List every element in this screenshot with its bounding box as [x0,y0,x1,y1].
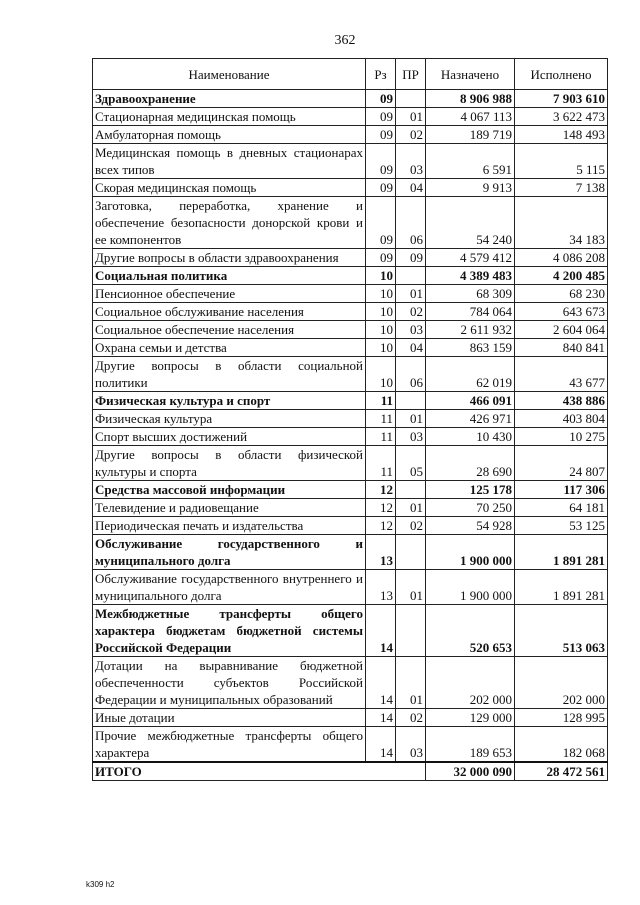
row-assigned: 6 591 [426,144,515,179]
table-body [93,90,608,763]
row-name: Пенсионное обеспечение [93,285,366,303]
row-pr: 01 [396,108,426,126]
row-executed: 117 306 [515,481,608,499]
row-assigned: 10 430 [426,428,515,446]
row-name: Другие вопросы в области социальной политики [93,357,366,392]
row-executed: 7 138 [515,179,608,197]
footer-code: k309 h2 [86,880,115,889]
header-rz: Рз [366,59,396,90]
row-pr [396,605,426,657]
row-rz: 11 [366,446,396,481]
row-name: Заготовка, переработка, хранение и обеспечение безопасности донорской крови и ее компонентов [93,197,366,249]
row-pr: 02 [396,517,426,535]
row-executed: 4 200 485 [515,267,608,285]
row-assigned: 4 067 113 [426,108,515,126]
row-name: Физическая культура и спорт [93,392,366,410]
row-assigned: 1 900 000 [426,570,515,605]
table-row [93,108,608,126]
row-assigned: 2 611 932 [426,321,515,339]
row-name: Здравоохранение [93,90,366,108]
row-name: Обслуживание государственного и муниципального долга [93,535,366,570]
row-rz: 09 [366,179,396,197]
budget-table [92,58,608,781]
row-assigned: 189 719 [426,126,515,144]
table-row [93,357,608,392]
row-pr: 06 [396,197,426,249]
row-name: Охрана семьи и детства [93,339,366,357]
row-assigned: 28 690 [426,446,515,481]
row-pr: 01 [396,410,426,428]
row-name: Медицинская помощь в дневных стационарах всех типов [93,144,366,179]
row-name: Средства массовой информации [93,481,366,499]
row-pr [396,267,426,285]
row-rz: 09 [366,249,396,267]
row-executed: 5 115 [515,144,608,179]
table-row [93,499,608,517]
row-name: Другие вопросы в области физической культуры и спорта [93,446,366,481]
table-row [93,144,608,179]
section-row [93,392,608,410]
row-pr: 02 [396,709,426,727]
row-rz: 10 [366,339,396,357]
row-pr: 04 [396,339,426,357]
table-row [93,446,608,481]
row-assigned: 70 250 [426,499,515,517]
row-rz: 09 [366,144,396,179]
row-assigned: 202 000 [426,657,515,709]
row-executed: 34 183 [515,197,608,249]
row-assigned: 1 900 000 [426,535,515,570]
table-header-row [93,59,608,90]
row-name: Амбулаторная помощь [93,126,366,144]
row-name: Периодическая печать и издательства [93,517,366,535]
row-rz: 09 [366,126,396,144]
row-rz: 10 [366,321,396,339]
row-rz: 14 [366,727,396,763]
row-assigned: 68 309 [426,285,515,303]
row-pr: 01 [396,285,426,303]
row-pr: 04 [396,179,426,197]
row-assigned: 129 000 [426,709,515,727]
table-row [93,428,608,446]
row-assigned: 54 240 [426,197,515,249]
row-name: Другие вопросы в области здравоохранения [93,249,366,267]
row-pr: 03 [396,727,426,763]
row-assigned: 784 064 [426,303,515,321]
table-row [93,179,608,197]
section-row [93,267,608,285]
row-pr: 03 [396,428,426,446]
row-pr: 05 [396,446,426,481]
row-name: Межбюджетные трансферты общего характера бюджетам бюджетной системы Российской Федерации [93,605,366,657]
total-row [93,762,608,781]
header-assigned: Назначено [426,59,515,90]
row-executed: 403 804 [515,410,608,428]
row-assigned: 62 019 [426,357,515,392]
table-row [93,657,608,709]
row-name: Спорт высших достижений [93,428,366,446]
row-pr: 02 [396,303,426,321]
header-executed: Исполнено [515,59,608,90]
section-row [93,90,608,108]
row-assigned: 863 159 [426,339,515,357]
row-rz: 14 [366,605,396,657]
row-executed: 7 903 610 [515,90,608,108]
row-rz: 10 [366,303,396,321]
table-row [93,709,608,727]
section-row [93,605,608,657]
table-row [93,727,608,763]
row-executed: 53 125 [515,517,608,535]
row-executed: 643 673 [515,303,608,321]
row-assigned: 4 389 483 [426,267,515,285]
total-label: ИТОГО [93,762,426,781]
row-name: Социальное обеспечение населения [93,321,366,339]
row-assigned: 466 091 [426,392,515,410]
row-executed: 2 604 064 [515,321,608,339]
row-executed: 24 807 [515,446,608,481]
row-name: Иные дотации [93,709,366,727]
table-row [93,197,608,249]
row-rz: 10 [366,357,396,392]
table-row [93,410,608,428]
total-executed: 28 472 561 [515,762,608,781]
table-row [93,126,608,144]
section-row [93,535,608,570]
row-pr [396,481,426,499]
row-rz: 09 [366,108,396,126]
table-row [93,249,608,267]
row-assigned: 426 971 [426,410,515,428]
row-pr [396,535,426,570]
row-pr [396,90,426,108]
row-rz: 10 [366,267,396,285]
row-executed: 43 677 [515,357,608,392]
table-row [93,570,608,605]
row-name: Прочие межбюджетные трансферты общего характера [93,727,366,763]
row-pr [396,392,426,410]
row-executed: 148 493 [515,126,608,144]
row-executed: 202 000 [515,657,608,709]
row-rz: 11 [366,410,396,428]
row-assigned: 125 178 [426,481,515,499]
table-row [93,321,608,339]
row-name: Обслуживание государственного внутреннего и муниципального долга [93,570,366,605]
row-assigned: 520 653 [426,605,515,657]
section-row [93,481,608,499]
row-executed: 64 181 [515,499,608,517]
row-pr: 02 [396,126,426,144]
header-name: Наименование [93,59,366,90]
table-row [93,517,608,535]
row-pr: 09 [396,249,426,267]
row-executed: 1 891 281 [515,570,608,605]
row-rz: 14 [366,709,396,727]
row-executed: 128 995 [515,709,608,727]
row-pr: 06 [396,357,426,392]
table-row [93,303,608,321]
row-executed: 840 841 [515,339,608,357]
row-rz: 12 [366,499,396,517]
table-row [93,339,608,357]
row-rz: 11 [366,392,396,410]
row-assigned: 4 579 412 [426,249,515,267]
row-rz: 14 [366,657,396,709]
row-executed: 438 886 [515,392,608,410]
row-name: Физическая культура [93,410,366,428]
header-pr: ПР [396,59,426,90]
row-rz: 09 [366,90,396,108]
row-pr: 03 [396,321,426,339]
row-pr: 01 [396,499,426,517]
row-assigned: 54 928 [426,517,515,535]
row-executed: 513 063 [515,605,608,657]
row-executed: 10 275 [515,428,608,446]
row-executed: 182 068 [515,727,608,763]
row-rz: 12 [366,517,396,535]
row-name: Социальная политика [93,267,366,285]
row-assigned: 9 913 [426,179,515,197]
row-name: Скорая медицинская помощь [93,179,366,197]
row-executed: 1 891 281 [515,535,608,570]
row-name: Социальное обслуживание населения [93,303,366,321]
row-rz: 13 [366,570,396,605]
row-name: Стационарная медицинская помощь [93,108,366,126]
row-rz: 12 [366,481,396,499]
total-assigned: 32 000 090 [426,762,515,781]
row-pr: 01 [396,657,426,709]
row-executed: 68 230 [515,285,608,303]
row-pr: 03 [396,144,426,179]
row-name: Телевидение и радиовещание [93,499,366,517]
table-row [93,285,608,303]
row-rz: 10 [366,285,396,303]
row-pr: 01 [396,570,426,605]
row-executed: 4 086 208 [515,249,608,267]
row-name: Дотации на выравнивание бюджетной обеспеченности субъектов Российской Федерации и муниципальных образований [93,657,366,709]
row-rz: 09 [366,197,396,249]
row-rz: 11 [366,428,396,446]
row-assigned: 189 653 [426,727,515,763]
page-number: 362 [334,33,356,48]
row-executed: 3 622 473 [515,108,608,126]
row-rz: 13 [366,535,396,570]
row-assigned: 8 906 988 [426,90,515,108]
